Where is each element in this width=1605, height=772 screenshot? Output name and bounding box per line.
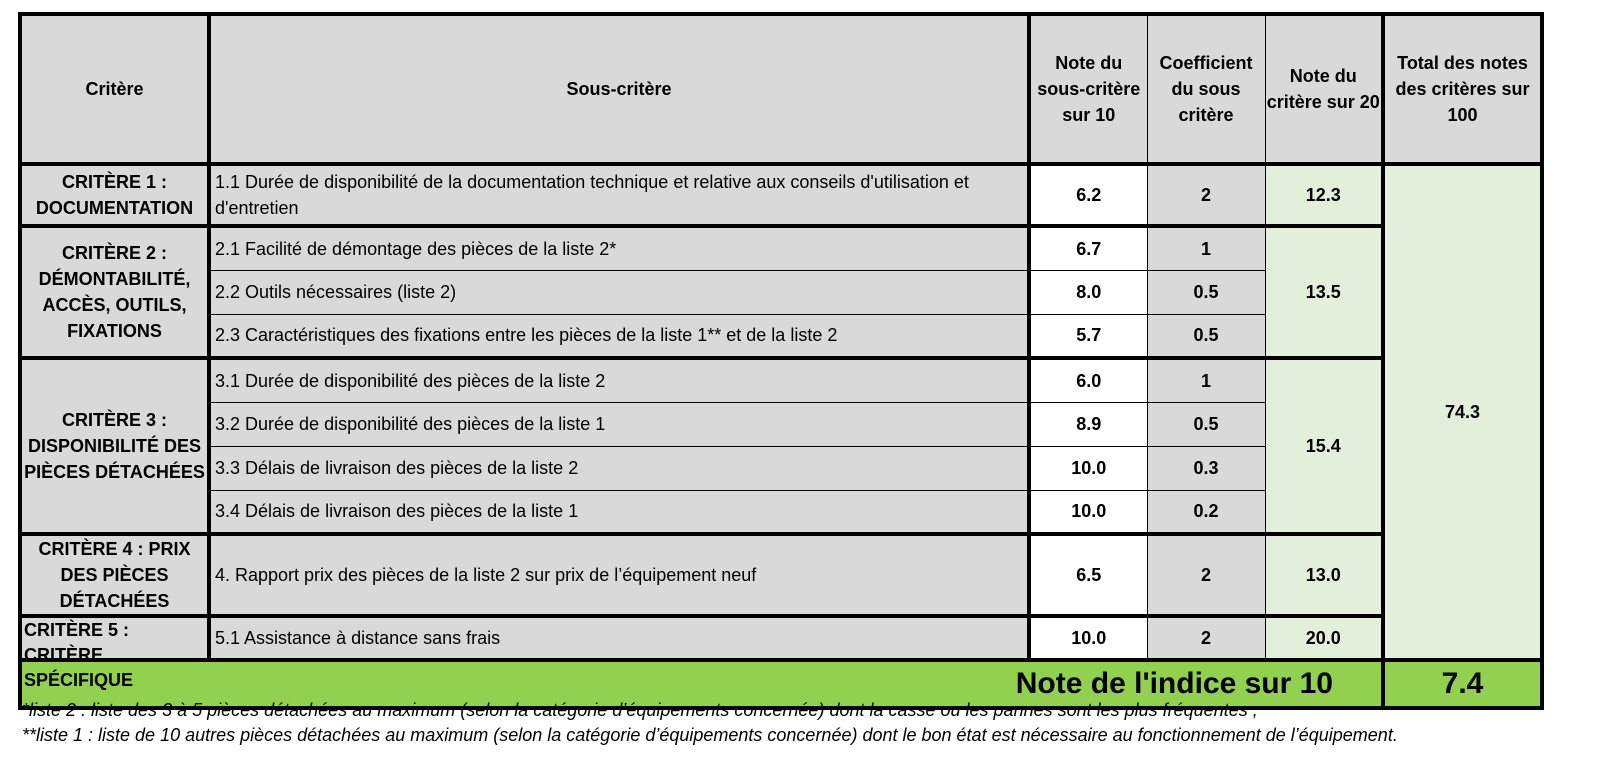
coef-2-2: 0.5 <box>1147 270 1265 314</box>
coef-2-3: 0.5 <box>1147 314 1265 358</box>
sub-note-5-1: 10.0 <box>1029 616 1147 660</box>
criterion-5-score: 20.0 <box>1265 616 1383 660</box>
coef-1-1: 2 <box>1147 164 1265 226</box>
coef-3-3: 0.3 <box>1147 446 1265 490</box>
criterion-3-score: 15.4 <box>1265 358 1383 534</box>
header-total: Total des notes des critères sur 100 <box>1383 14 1542 164</box>
total-score-100: 74.3 <box>1383 164 1542 660</box>
coef-3-1: 1 <box>1147 358 1265 402</box>
sub-criterion-3-4: 3.4 Délais de livraison des pièces de la liste 1 <box>209 490 1029 534</box>
sub-note-3-2: 8.9 <box>1029 402 1147 446</box>
sub-note-1-1: 6.2 <box>1029 164 1147 226</box>
sub-note-4: 6.5 <box>1029 534 1147 616</box>
header-sub-criterion: Sous-critère <box>209 14 1029 164</box>
header-row <box>20 14 1542 164</box>
repairability-index-table <box>18 12 1544 710</box>
coef-5-1: 2 <box>1147 616 1265 660</box>
criterion-5-label: CRITÈRE 5 : CRITÈRE SPÉCIFIQUE <box>24 620 134 690</box>
criterion-2-score: 13.5 <box>1265 226 1383 358</box>
sub-criterion-3-1: 3.1 Durée de disponibilité des pièces de la liste 2 <box>209 358 1029 402</box>
sub-criterion-2-1: 2.1 Facilité de démontage des pièces de la liste 2* <box>209 226 1029 270</box>
sub-note-2-3: 5.7 <box>1029 314 1147 358</box>
sub-criterion-1-1: 1.1 Durée de disponibilité de la documentation technique et relative aux conseils d'utilisation et d'entretien <box>209 164 1029 226</box>
footnote-list-1: **liste 1 : liste de 10 autres pièces détachées au maximum (selon la catégorie d’équipements concernée) dont le bon état est nécessaire au fonctionnement de l’équipement. <box>22 725 1398 745</box>
sub-note-2-2: 8.0 <box>1029 270 1147 314</box>
criterion-2-label: CRITÈRE 2 : DÉMONTABILITÉ, ACCÈS, OUTILS, FIXATIONS <box>20 226 209 358</box>
coef-4: 2 <box>1147 534 1265 616</box>
sub-criterion-4: 4. Rapport prix des pièces de la liste 2 sur prix de l’équipement neuf <box>209 534 1029 616</box>
criterion-4-label: CRITÈRE 4 : PRIX DES PIÈCES DÉTACHÉES <box>20 534 209 616</box>
table-row <box>20 358 1542 402</box>
sub-criterion-2-2: 2.2 Outils nécessaires (liste 2) <box>209 270 1029 314</box>
criterion-5-cell <box>20 616 209 690</box>
sub-criterion-2-3: 2.3 Caractéristiques des fixations entre les pièces de la liste 1** et de la liste 2 <box>209 314 1029 358</box>
sub-note-3-3: 10.0 <box>1029 446 1147 490</box>
sub-note-3-1: 6.0 <box>1029 358 1147 402</box>
coef-3-2: 0.5 <box>1147 402 1265 446</box>
footnote-list-2: *liste 2 : liste des 3 à 5 pièces détachées au maximum (selon la catégorie d’équipements concernée) dont la casse ou les pannes sont les plus fréquentes ; <box>22 700 1258 720</box>
criterion-1-label: CRITÈRE 1 : DOCUMENTATION <box>20 164 209 226</box>
criterion-1-score: 12.3 <box>1265 164 1383 226</box>
table-row <box>20 616 1542 660</box>
table-row <box>20 164 1542 226</box>
criterion-3-label: CRITÈRE 3 : DISPONIBILITÉ DES PIÈCES DÉTACHÉES <box>20 358 209 534</box>
sub-criterion-5-1: 5.1 Assistance à distance sans frais <box>209 616 1029 660</box>
sub-criterion-3-3: 3.3 Délais de livraison des pièces de la liste 2 <box>209 446 1029 490</box>
header-coefficient: Coefficient du sous critère <box>1147 14 1265 164</box>
criterion-4-score: 13.0 <box>1265 534 1383 616</box>
sub-note-2-1: 6.7 <box>1029 226 1147 270</box>
coef-2-1: 1 <box>1147 226 1265 270</box>
header-criterion-note: Note du critère sur 20 <box>1265 14 1383 164</box>
table-row <box>20 226 1542 270</box>
header-sub-note: Note du sous-critère sur 10 <box>1029 14 1147 164</box>
index-value: 7.4 <box>1383 660 1542 708</box>
index-label: Note de l'indice sur 10 <box>20 660 1383 708</box>
sub-note-3-4: 10.0 <box>1029 490 1147 534</box>
header-criterion: Critère <box>20 14 209 164</box>
table-row <box>20 534 1542 616</box>
coef-3-4: 0.2 <box>1147 490 1265 534</box>
sub-criterion-3-2: 3.2 Durée de disponibilité des pièces de la liste 1 <box>209 402 1029 446</box>
